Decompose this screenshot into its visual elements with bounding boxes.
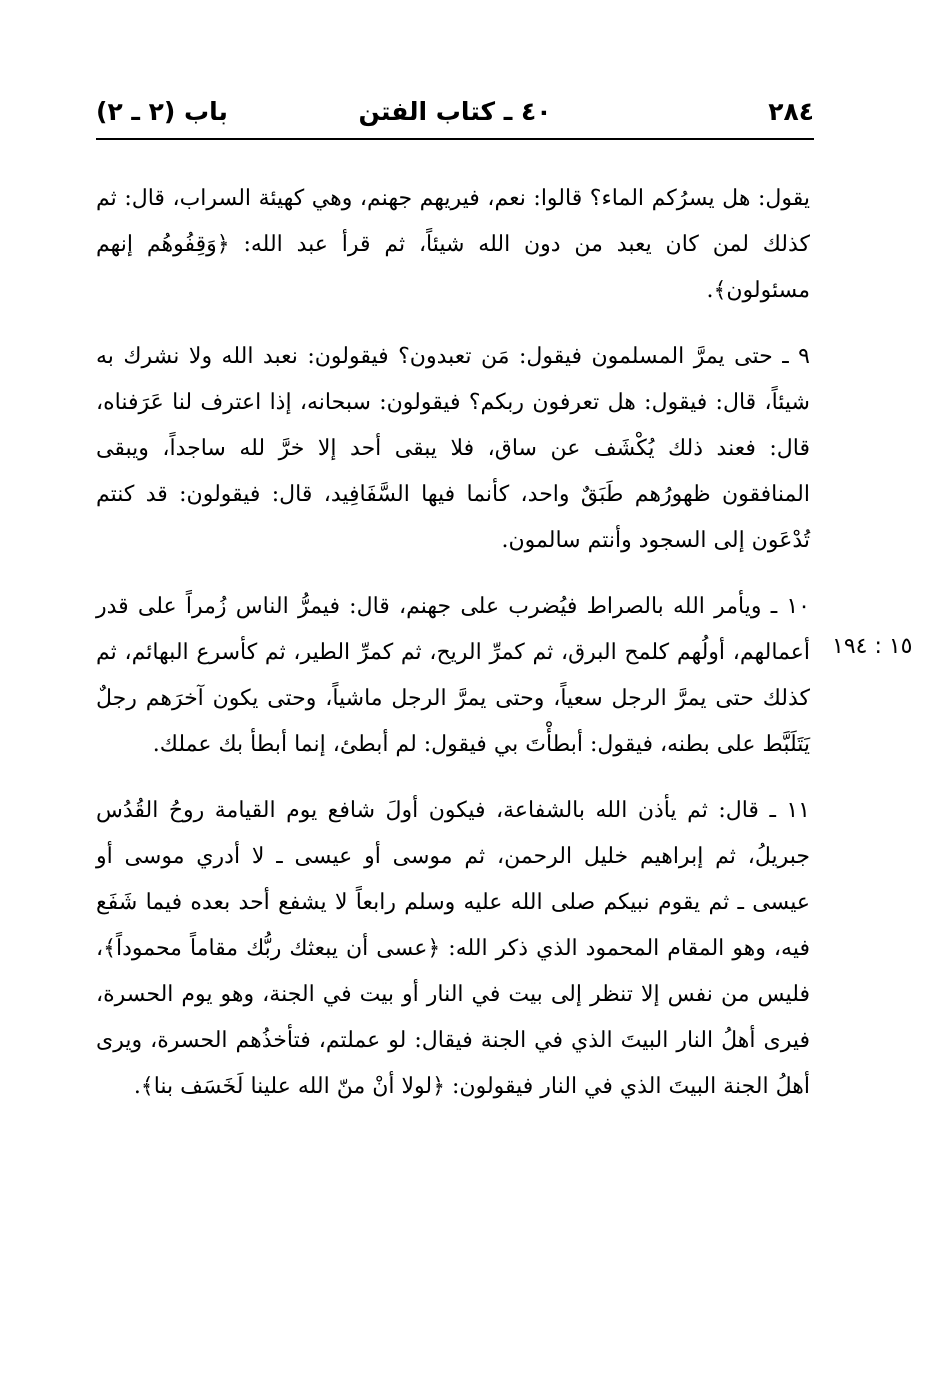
paragraph-text: ويأمر الله بالصراط فيُضرب على جهنم، قال: فيمرُّ الناس زُمراً على قدر أعمالهم، أولُهم كلمح البرق، ثم كمرِّ الريح، ثم كمرِّ الطير، ثم كأسرع البهائم، ثم كذلك حتى يمرَّ الرجل سعياً، وحتى يمرَّ الرجل ماشياً، وحتى يكون آخرَهم رجلٌ يَتَلَبَّط على بطنه، فيقول: أبطأْتَ بي فيقول: لم أبطئ، إنما أبطأ بك عملك.	[96, 594, 810, 757]
paragraph-10	[96, 584, 810, 768]
paragraph-text: حتى يمرَّ المسلمون فيقول: مَن تعبدون؟ فيقولون: نعبد الله ولا نشرك به شيئاً، قال: فيقول: هل تعرفون ربكم؟ فيقولون: سبحانه، إذا اعترف لنا عَرَفناه، قال: فعند ذلك يُكْشَف عن ساق، فلا يبقى أحد إلا خرَّ لله ساجداً، ويبقى المنافقون ظهورُهم طَبَقٌ واحد، كأنما فيها السَّفَافِيد، قال: فيقولون: قد كنتم تُدْعَون إلى السجود وأنتم سالمون.	[96, 344, 810, 553]
paragraph-continuation	[96, 176, 810, 314]
paragraph-text: يقول: هل يسرُكم الماء؟ قالوا: نعم، فيريهم جهنم، وهي كهيئة السراب، قال: ثم كذلك لمن كان يعبد من دون الله شيئاً، ثم قرأ عبد الله: ﴿وَقِفُوهُم إنهم مسئولون﴾.	[96, 186, 810, 303]
book-title: ٤٠ ـ كتاب الفتن	[358, 97, 552, 126]
paragraph-number: ٩ ـ	[782, 344, 810, 369]
margin-reference: ١٥ : ١٩٤	[832, 634, 913, 659]
paragraph-number: ١١ ـ	[769, 798, 810, 823]
paragraph-number: ١٠ ـ	[770, 594, 810, 619]
header-rule	[96, 138, 814, 140]
paragraph-text: قال: ثم يأذن الله بالشفاعة، فيكون أولَ شافع يوم القيامة روحُ القُدُس جبريلُ، ثم إبراهيم خليل الرحمن، ثم موسى أو عيسى ـ لا أدري موسى أو عيسى ـ ثم يقوم نبيكم صلى الله عليه وسلم رابعاً لا يشفع أحد بعده فيما شَفَع فيه، وهو المقام المحمود الذي ذكر الله: ﴿عسى أن يبعثك ربُّك مقاماً محموداً﴾، فليس من نفس إلا تنظر إلى بيت في النار أو بيت في الجنة، وهو يوم الحسرة، فيرى أهلُ النار البيتَ الذي في الجنة فيقال: لو عملتم، فتأخذُهم الحسرة، ويرى أهلُ الجنة البيتَ الذي في النار فيقولون: ﴿لولا أنْ منّ الله علينا لَخَسَف بنا﴾.	[96, 798, 810, 1099]
page-number: ٢٨٤	[768, 97, 814, 126]
paragraph-11	[96, 788, 810, 1110]
page-body	[96, 176, 810, 1110]
paragraph-9	[96, 334, 810, 564]
running-header	[96, 92, 814, 132]
chapter-reference: باب (٢ ـ ٢)	[96, 97, 228, 126]
